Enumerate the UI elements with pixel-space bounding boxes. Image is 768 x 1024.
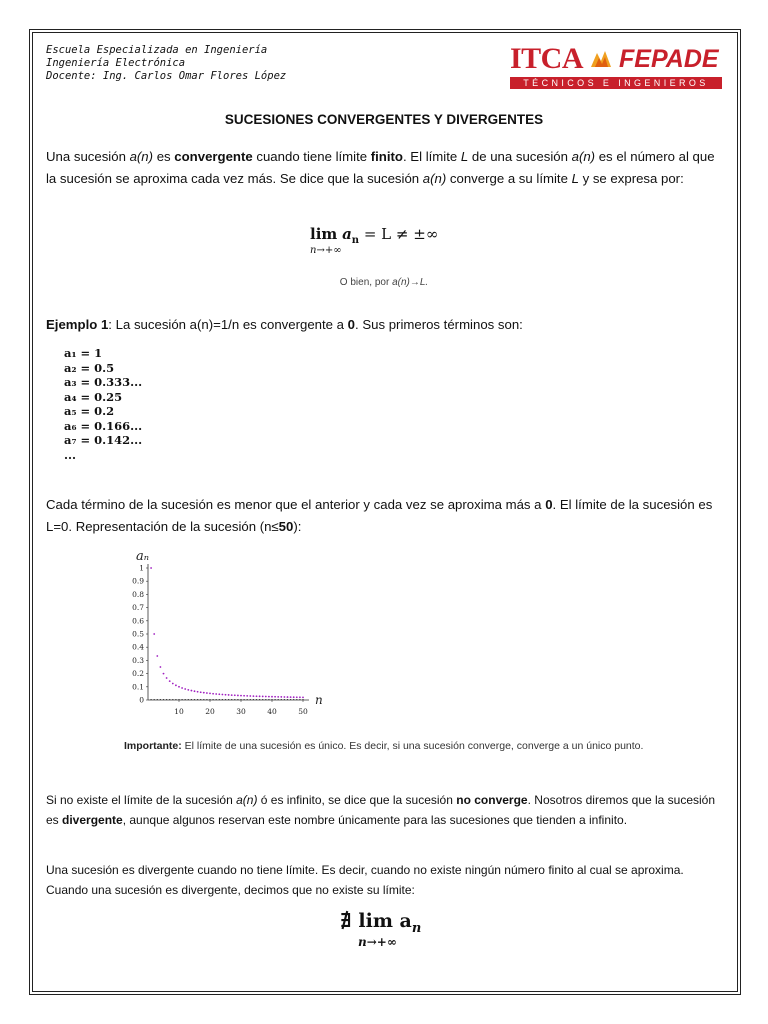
example-paragraph: Ejemplo 1: La sucesión a(n)=1/n es convergente a 0. Sus primeros términos son:: [46, 317, 523, 332]
y-tick-label: 0.8: [132, 589, 144, 599]
data-point: [156, 655, 158, 657]
y-tick-label: 0.4: [132, 642, 144, 652]
y-tick-label: 1: [139, 563, 144, 573]
department-name: Ingeniería Electrónica: [46, 57, 186, 69]
x-tick-label: 40: [267, 707, 277, 716]
y-tick-label: 0.7: [132, 603, 144, 613]
data-point: [206, 692, 208, 694]
term-3: a₃ = 0.333...: [64, 375, 143, 389]
data-point: [237, 695, 239, 697]
data-point: [302, 696, 304, 698]
sequence-terms: [64, 346, 142, 462]
y-tick-label: 0: [139, 695, 144, 705]
divergent-definition: Una sucesión es divergente cuando no tiene límite. Es decir, cuando no existe ningún número finito al cual se aproxima. Cuando una sucesión es divergente, decimos que no existe su límite:: [46, 863, 684, 897]
data-point: [293, 696, 295, 698]
data-point: [277, 696, 279, 698]
alternate-notation: O bien, por a(n)→L.: [339, 277, 429, 288]
data-point: [209, 693, 211, 695]
data-point: [228, 694, 230, 696]
data-point: [234, 694, 236, 696]
data-point: [172, 683, 174, 685]
data-point: [246, 695, 248, 697]
y-tick-label: 0.1: [132, 682, 144, 692]
limit-subscript: n→+∞: [310, 245, 342, 256]
data-point: [181, 687, 183, 689]
data-point: [265, 696, 267, 698]
data-point: [203, 692, 205, 694]
data-point: [163, 673, 165, 675]
x-tick-label: 20: [205, 707, 215, 716]
data-point: [200, 691, 202, 693]
y-tick-label: 0.5: [132, 629, 144, 639]
data-point: [175, 684, 177, 686]
term-ellipsis: ...: [64, 447, 77, 462]
y-tick-label: 0.2: [132, 669, 144, 679]
data-point: [153, 633, 155, 635]
term-6: a₆ = 0.166...: [64, 418, 143, 433]
x-tick-label: 50: [298, 707, 308, 716]
sequence-chart: [108, 546, 328, 722]
y-tick-label: 0.9: [132, 576, 144, 586]
data-point: [231, 694, 233, 696]
data-point: [166, 677, 168, 679]
data-point: [169, 680, 171, 682]
data-point: [249, 695, 251, 697]
page-title: SUCESIONES CONVERGENTES Y DIVERGENTES: [224, 112, 544, 127]
data-point: [197, 691, 199, 693]
data-point: [262, 696, 264, 698]
term-5: a₅ = 0.2: [64, 404, 115, 418]
data-point: [284, 696, 286, 698]
logo-itca-text: ITCA: [510, 42, 584, 75]
data-point: [222, 694, 224, 696]
data-point: [296, 696, 298, 698]
intro-paragraph: Una sucesión a(n) es convergente cuando tiene límite finito. El límite L de una sucesión a(n) es el número al que la sucesión se aproxima cada vez más. Se dice que la sucesión a(n) converge a su límite L y se expresa por:: [46, 149, 715, 186]
term-7: a₇ = 0.142...: [64, 433, 143, 447]
data-point: [274, 696, 276, 698]
data-point: [287, 696, 289, 698]
y-axis-label: aₙ: [136, 549, 150, 564]
school-name: Escuela Especializada en Ingeniería: [46, 44, 268, 56]
data-point: [268, 696, 270, 698]
data-point: [187, 689, 189, 691]
document-header: [46, 44, 286, 83]
teacher-name: Docente: Ing. Carlos Omar Flores López: [46, 70, 287, 82]
data-point: [212, 693, 214, 695]
data-point: [150, 567, 152, 569]
y-tick-label: 0.6: [132, 616, 144, 626]
data-point: [271, 696, 273, 698]
data-point: [194, 690, 196, 692]
data-point: [178, 686, 180, 688]
term-1: a₁ = 1: [64, 346, 103, 360]
convergence-formula: $\lim a_n = L$ ≠ ±∞ n→+∞: [310, 225, 439, 256]
data-point: [290, 696, 292, 698]
data-point: [240, 695, 242, 697]
x-tick-label: 30: [236, 707, 246, 716]
logo-tagline: TÉCNICOS E INGENIEROS: [510, 77, 722, 89]
logo-flame-icon: [587, 45, 615, 73]
data-point: [218, 693, 220, 695]
divergence-formula: ∄ $\lim a_n$ n→+∞: [340, 910, 422, 949]
x-tick-label: 10: [174, 707, 184, 716]
limit-subscript-2: n→+∞: [358, 935, 397, 949]
data-point: [184, 688, 186, 690]
data-point: [243, 695, 245, 697]
important-note: Importante: El límite de una sucesión es único. Es decir, si una sucesión converge, converge a un único punto.: [124, 740, 644, 752]
term-2: a₂ = 0.5: [64, 360, 115, 375]
data-point: [259, 695, 261, 697]
data-point: [225, 694, 227, 696]
data-point: [256, 695, 258, 697]
limit-paragraph: Cada término de la sucesión es menor que el anterior y cada vez se aproxima más a 0. El límite de la sucesión es L=0. Representación de la sucesión (n≤50):: [46, 497, 713, 534]
logo-fepade-text: FEPADE: [619, 44, 719, 73]
data-point: [299, 696, 301, 698]
data-point: [253, 695, 255, 697]
divergence-paragraph: Si no existe el límite de la sucesión a(n) ó es infinito, se dice que la sucesión no converge. Nosotros diremos que la sucesión es divergente, aunque algunos reservan este nombre únicamente para las sucesiones que tienden a infinito.: [46, 793, 716, 827]
x-axis-label: n: [315, 693, 323, 707]
data-point: [191, 690, 193, 692]
y-tick-label: 0.3: [132, 655, 144, 665]
data-point: [160, 666, 162, 668]
data-point: [280, 696, 282, 698]
itca-fepade-logo: [510, 44, 722, 90]
term-4: a₄ = 0.25: [64, 389, 123, 404]
data-point: [215, 693, 217, 695]
